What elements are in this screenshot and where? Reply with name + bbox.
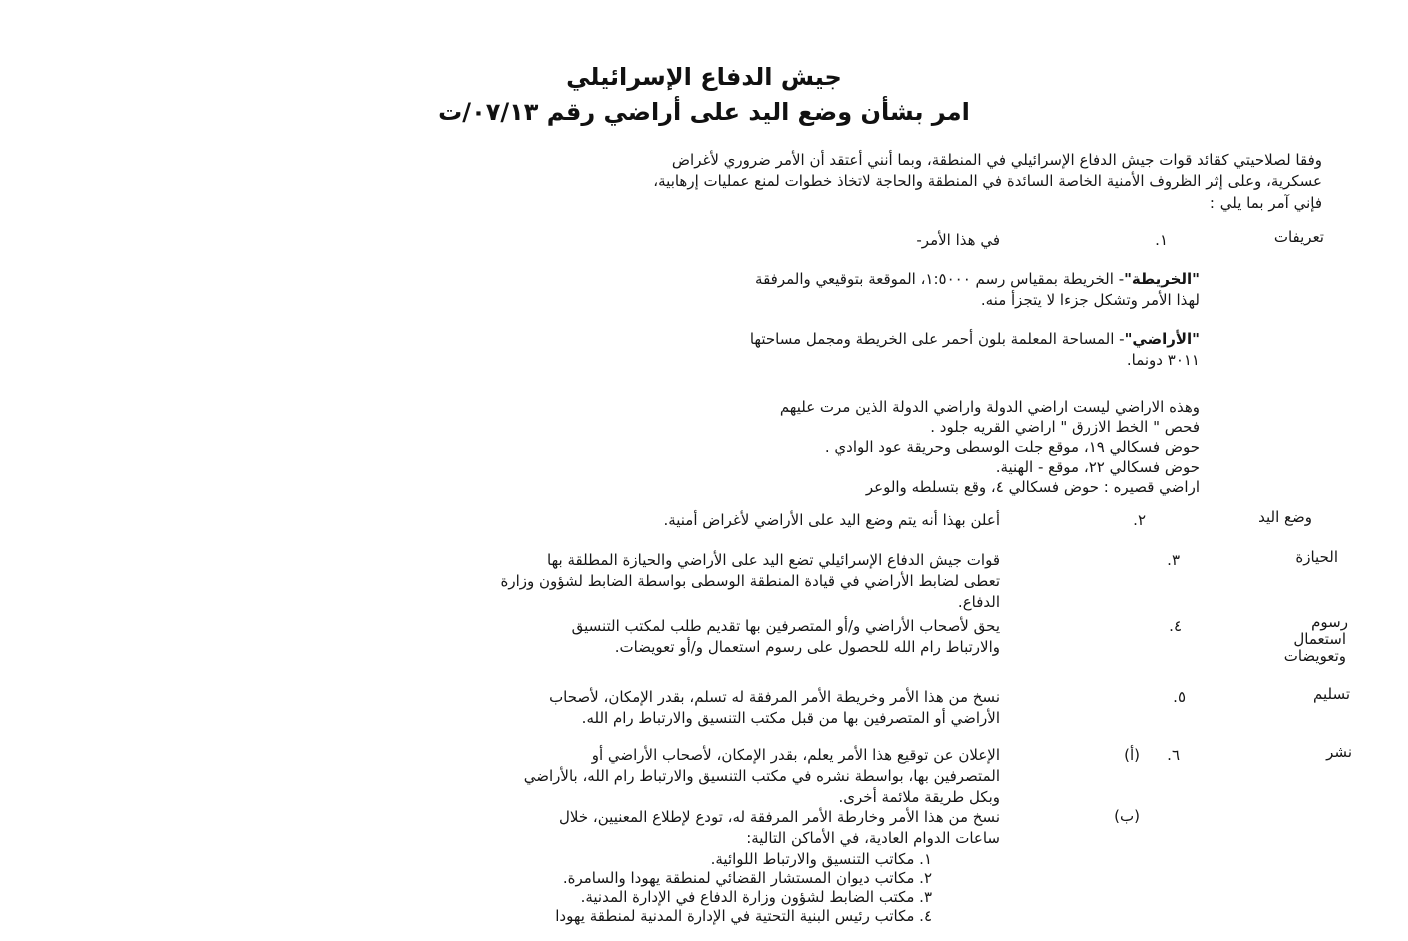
place-item-4: ٤. مكاتب رئيس البنية التحتية في الإدارة المدنية لمنطقة يهودا bbox=[555, 907, 932, 925]
land-definition-line-2: ٣٠١١ دونما. bbox=[1126, 351, 1200, 369]
section-6-a-line-3: وبكل طريقة ملائمة أخرى. bbox=[838, 788, 1000, 806]
section-4-number: ٤. bbox=[1169, 617, 1182, 635]
section-2-line-1: أعلن بهذا أنه يتم وضع اليد على الأراضي لأغراض أمنية. bbox=[663, 511, 1000, 529]
section-3-label: الحيازة bbox=[1295, 548, 1338, 566]
land-note-line-2: فحص " الخط الازرق " اراضي القريه جلود . bbox=[930, 418, 1200, 436]
section-1-intro: في هذا الأمر- bbox=[916, 231, 1000, 249]
section-4-label-line-2: استعمال bbox=[1293, 630, 1346, 648]
order-title: امر بشأن وضع اليد على أراضي رقم ٠٧/١٣/ت bbox=[438, 98, 970, 126]
place-item-2: ٢. مكاتب ديوان المستشار القضائي لمنطقة يهودا والسامرة. bbox=[562, 869, 932, 887]
section-6-b-mark: (ب) bbox=[1114, 807, 1140, 825]
document-title: جيش الدفاع الإسرائيلي bbox=[566, 63, 842, 91]
place-item-1: ١. مكاتب التنسيق والارتباط اللوائية. bbox=[710, 850, 932, 868]
section-6-number: ٦. bbox=[1167, 746, 1180, 764]
section-5-line-1: نسخ من هذا الأمر وخريطة الأمر المرفقة له تسلم، بقدر الإمكان، لأصحاب bbox=[549, 688, 1000, 706]
preamble-line-2: عسكرية، وعلى إثر الظروف الأمنية الخاصة السائدة في المنطقة والحاجة لاتخاذ خطوات لمنع عمليات إرهابية، bbox=[653, 172, 1322, 190]
section-2-label: وضع اليد bbox=[1258, 508, 1312, 526]
land-note-line-1: وهذه الاراضي ليست اراضي الدولة واراضي الدولة الذين مرت عليهم bbox=[779, 398, 1200, 416]
preamble-line-3: فإني آمر بما يلي : bbox=[1209, 194, 1322, 212]
land-note-line-3: حوض فسكالي ١٩، موقع جلت الوسطى وحريقة عود الوادي . bbox=[824, 438, 1200, 456]
section-4-label-line-3: وتعويضات bbox=[1283, 647, 1346, 665]
section-5-label: تسليم bbox=[1312, 685, 1350, 703]
section-6-b-line-1: نسخ من هذا الأمر وخارطة الأمر المرفقة له، تودع لإطلاع المعنيين، خلال bbox=[559, 808, 1000, 826]
section-3-line-2: تعطى لضابط الأراضي في قيادة المنطقة الوسطى بواسطة الضابط لشؤون وزارة bbox=[500, 572, 1000, 590]
section-2-number: ٢. bbox=[1133, 511, 1146, 529]
land-term: "الأراضي" bbox=[1124, 330, 1200, 348]
section-1-number: ١. bbox=[1155, 231, 1168, 249]
land-note-line-5: اراضي قصيره : حوض فسكالي ٤، وقع بتسلطه والوعر bbox=[865, 478, 1200, 496]
map-definition-line-2: لهذا الأمر وتشكل جزءا لا يتجزأ منه. bbox=[980, 291, 1200, 309]
section-6-a-line-1: الإعلان عن توقيع هذا الأمر يعلم، بقدر الإمكان، لأصحاب الأراضي أو bbox=[591, 746, 1000, 764]
section-6-a-line-2: المتصرفين بها، بواسطة نشره في مكتب التنسيق والارتباط رام الله، بالأراضي bbox=[523, 767, 1000, 785]
map-definition-line-1 bbox=[755, 270, 1200, 288]
section-6-b-line-2: ساعات الدوام العادية، في الأماكن التالية: bbox=[746, 829, 1000, 847]
section-5-number: ٥. bbox=[1173, 688, 1186, 706]
section-3-line-1: قوات جيش الدفاع الإسرائيلي تضع اليد على الأراضي والحيازة المطلقة بها bbox=[547, 551, 1000, 569]
section-4-label-line-1: رسوم bbox=[1311, 613, 1348, 631]
preamble-line-1: وفقا لصلاحيتي كقائد قوات جيش الدفاع الإسرائيلي في المنطقة، وبما أنني أعتقد أن الأمر ضروري لأغراض bbox=[671, 151, 1322, 169]
section-6-label: نشر bbox=[1326, 743, 1352, 761]
land-note-line-4: حوض فسكالي ٢٢، موقع - الهنية. bbox=[995, 458, 1200, 476]
section-3-line-3: الدفاع. bbox=[957, 593, 1000, 611]
map-definition-text: - الخريطة بمقياس رسم ١:٥٠٠٠، الموقعة بتوقيعي والمرفقة bbox=[755, 270, 1125, 288]
section-6-a-mark: (أ) bbox=[1124, 746, 1140, 764]
section-4-line-1: يحق لأصحاب الأراضي و/أو المتصرفين بها تقديم طلب لمكتب التنسيق bbox=[571, 617, 1000, 635]
section-5-line-2: الأراضي أو المتصرفين بها من قبل مكتب التنسيق والارتباط رام الله. bbox=[581, 709, 1000, 727]
land-definition-text: - المساحة المعلمة بلون أحمر على الخريطة ومجمل مساحتها bbox=[749, 330, 1125, 348]
place-item-3: ٣. مكتب الضابط لشؤون وزارة الدفاع في الإدارة المدنية. bbox=[580, 888, 932, 906]
map-term: "الخريطة" bbox=[1124, 270, 1200, 288]
section-3-number: ٣. bbox=[1167, 551, 1180, 569]
section-1-label: تعريفات bbox=[1273, 228, 1324, 246]
land-definition-line-1 bbox=[750, 330, 1200, 348]
section-4-line-2: والارتباط رام الله للحصول على رسوم استعمال و/أو تعويضات. bbox=[614, 638, 1000, 656]
